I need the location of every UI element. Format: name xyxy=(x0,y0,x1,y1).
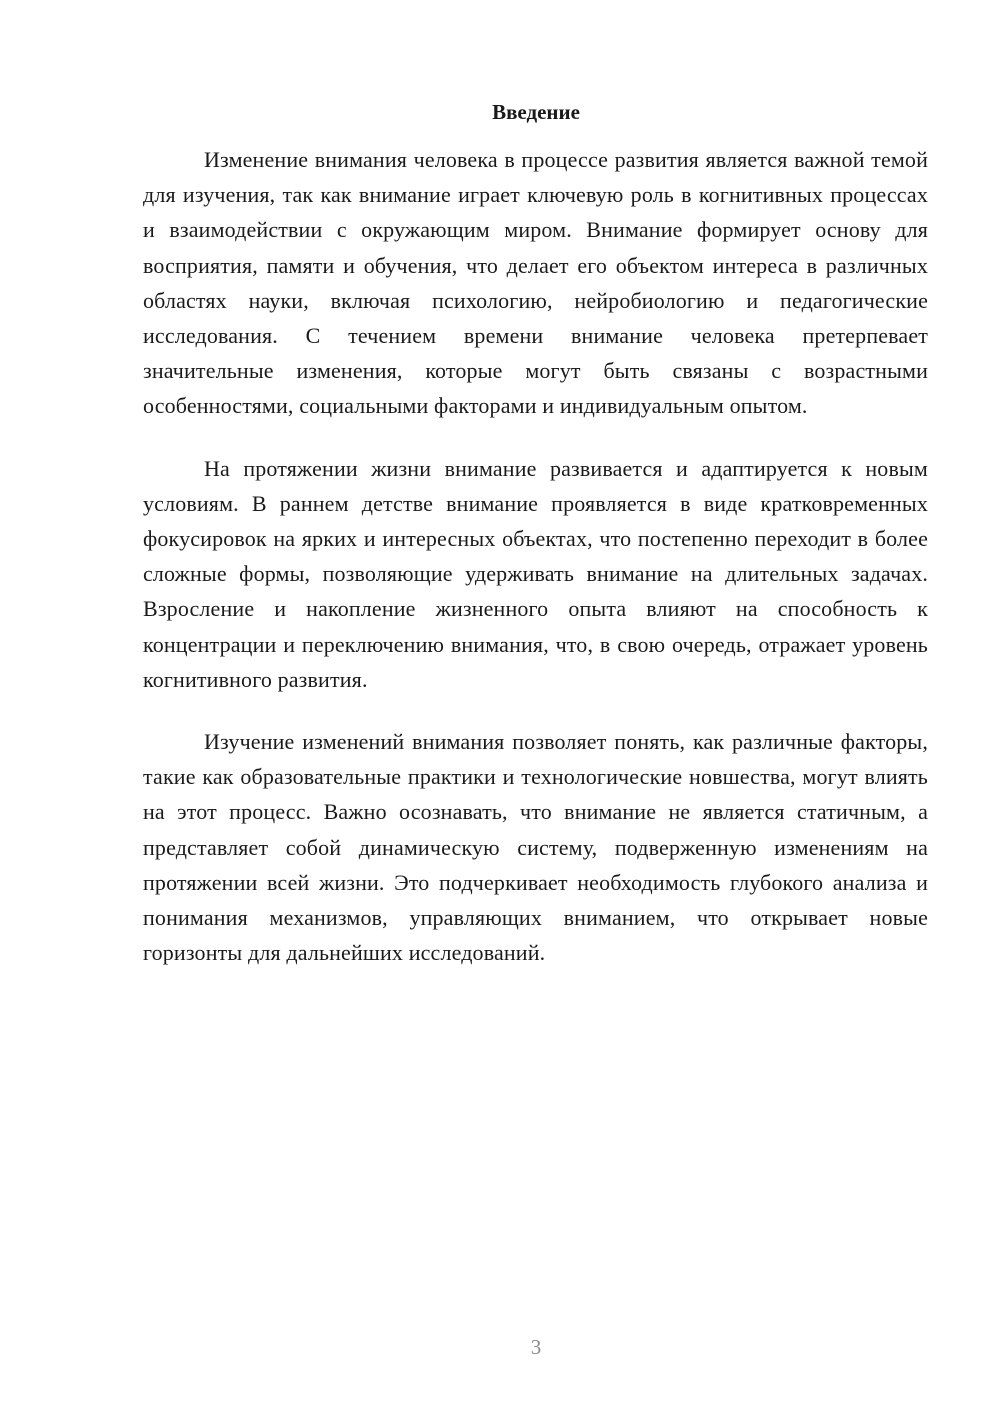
paragraph-2: На протяжении жизни внимание развивается и адаптируется к новым условиям. В раннем детстве внимание проявляется в виде кратковременных фокусировок на ярких и интересных объектах, что постепенно переходит в более сложные формы, позволяющие удерживать внимание на длительных задачах. Взросление и накопление жизненного опыта влияют на способность к концентрации и переключению внимания, что, в свою очередь, отражает уровень когнитивного развития. xyxy=(143,455,928,692)
paragraph-3: Изучение изменений внимания позволяет понять, как различные факторы, такие как образовательные практики и технологические новшества, могут влиять на этот процесс. Важно осознавать, что внимание не является статичным, а представляет собой динамическую систему, подверженную изменениям на протяжении всей жизни. Это подчеркивает необходимость глубокого анализа и понимания механизмов, управляющих вниманием, что открывает новые горизонты для дальнейших исследований. xyxy=(143,729,928,966)
paragraph-1: Изменение внимания человека в процессе развития является важной темой для изучения, так как внимание играет ключевую роль в когнитивных процессах и взаимодействии с окружающим миром. Внимание формирует основу для восприятия, памяти и обучения, что делает его объектом интереса в различных областях науки, включая психологию, нейробиологию и педагогические исследования. С течением времени внимание человека претерпевает значительные изменения, которые могут быть связаны с возрастными особенностями, социальными факторами и индивидуальным опытом. xyxy=(143,147,928,419)
section-heading: Введение xyxy=(492,100,580,124)
page-number: 3 xyxy=(530,1335,542,1359)
body-text xyxy=(143,142,928,997)
